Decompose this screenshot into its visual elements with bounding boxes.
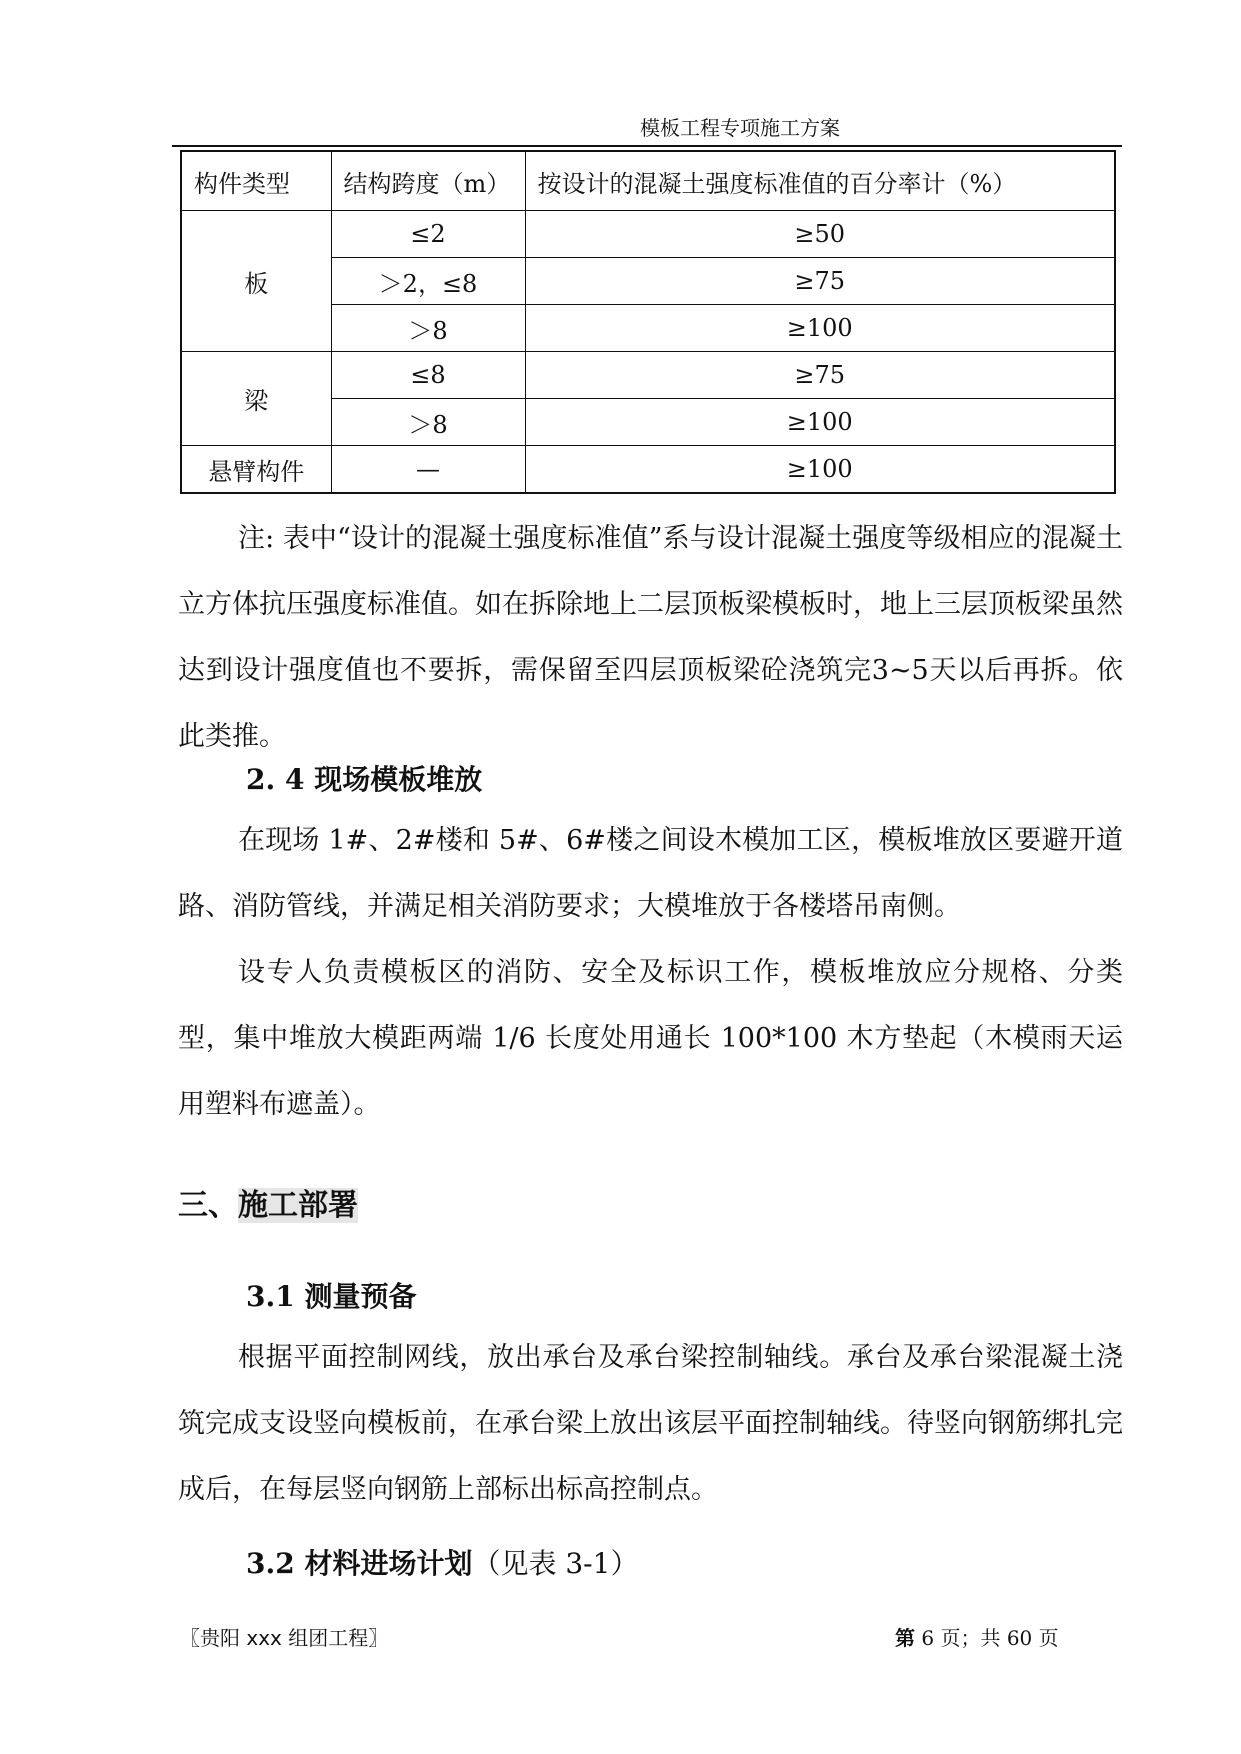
percent-cell: ≥100	[525, 399, 1115, 446]
heading-3-1: 3.1 测量预备	[246, 1280, 417, 1313]
header-rule	[172, 145, 1122, 147]
span-cell: ＞2，≤8	[331, 258, 525, 305]
span-cell: ＞8	[331, 399, 525, 446]
member-type-cell: 悬臂构件	[181, 446, 331, 494]
page-suffix: 页；共	[940, 1626, 1001, 1650]
span-cell: —	[331, 446, 525, 494]
table-note: 注: 表中“设计的混凝土强度标准值”系与设计混凝土强度等级相应的混凝土立方体抗压强度标准值。如在拆除地上二层顶板梁模板时，地上三层顶板梁虽然达到设计强度值也不要拆，需保留至四层顶板梁砼浇筑完3~5天以后再拆。依此类推。	[178, 523, 1123, 752]
member-type-cell: 梁	[181, 352, 331, 446]
page-total: 60	[1006, 1626, 1033, 1650]
heading-text: 3.2 材料进场计划	[246, 1547, 473, 1580]
table-header-row	[181, 151, 1115, 211]
table-row	[181, 211, 1115, 258]
percent-cell: ≥100	[525, 305, 1115, 352]
heading-3-2	[246, 1542, 638, 1582]
table-row	[181, 352, 1115, 399]
percent-cell: ≥75	[525, 352, 1115, 399]
page-num: 6	[921, 1626, 935, 1650]
heading-section-3	[178, 1180, 358, 1224]
paragraph: 根据平面控制网线，放出承台及承台梁控制轴线。承台及承台梁混凝土浇筑完成支设竖向模板前，在承台梁上放出该层平面控制轴线。待竖向钢筋绑扎完成后，在每层竖向钢筋上部标出标高控制点。	[178, 1342, 1123, 1505]
strength-table	[180, 150, 1116, 494]
percent-cell: ≥100	[525, 446, 1115, 494]
table-header-cell: 按设计的混凝土强度标准值的百分率计（%）	[525, 151, 1115, 211]
page-total-suffix: 页	[1038, 1626, 1059, 1650]
percent-cell: ≥50	[525, 211, 1115, 258]
page-prefix: 第	[895, 1626, 915, 1650]
span-cell: ≤8	[331, 352, 525, 399]
paragraph: 设专人负责模板区的消防、安全及标识工作，模板堆放应分规格、分类型，集中堆放大模距两端 1/6 长度处用通长 100*100 木方垫起（木模雨天运用塑料布遮盖）。	[178, 957, 1123, 1120]
footer-page-number	[895, 1622, 1059, 1651]
span-cell: ≤2	[331, 211, 525, 258]
member-type-cell: 板	[181, 211, 331, 352]
header-title: 模板工程专项施工方案	[640, 116, 840, 140]
heading-prefix: 三、	[178, 1188, 238, 1223]
percent-cell: ≥75	[525, 258, 1115, 305]
table-reference: （见表 3-1）	[472, 1547, 639, 1580]
heading-text: 施工部署	[238, 1188, 358, 1223]
table-header-cell: 构件类型	[181, 151, 331, 211]
table-row	[181, 446, 1115, 494]
heading-2-4: 2. 4 现场模板堆放	[246, 763, 483, 796]
span-cell: ＞8	[331, 305, 525, 352]
table-header-cell: 结构跨度（m）	[331, 151, 525, 211]
footer-project-name: 〖贵阳 xxx 组团工程〗	[180, 1626, 389, 1650]
paragraph: 在现场 1#、2#楼和 5#、6#楼之间设木模加工区，模板堆放区要避开道路、消防管线，并满足相关消防要求；大模堆放于各楼塔吊南侧。	[178, 825, 1123, 922]
